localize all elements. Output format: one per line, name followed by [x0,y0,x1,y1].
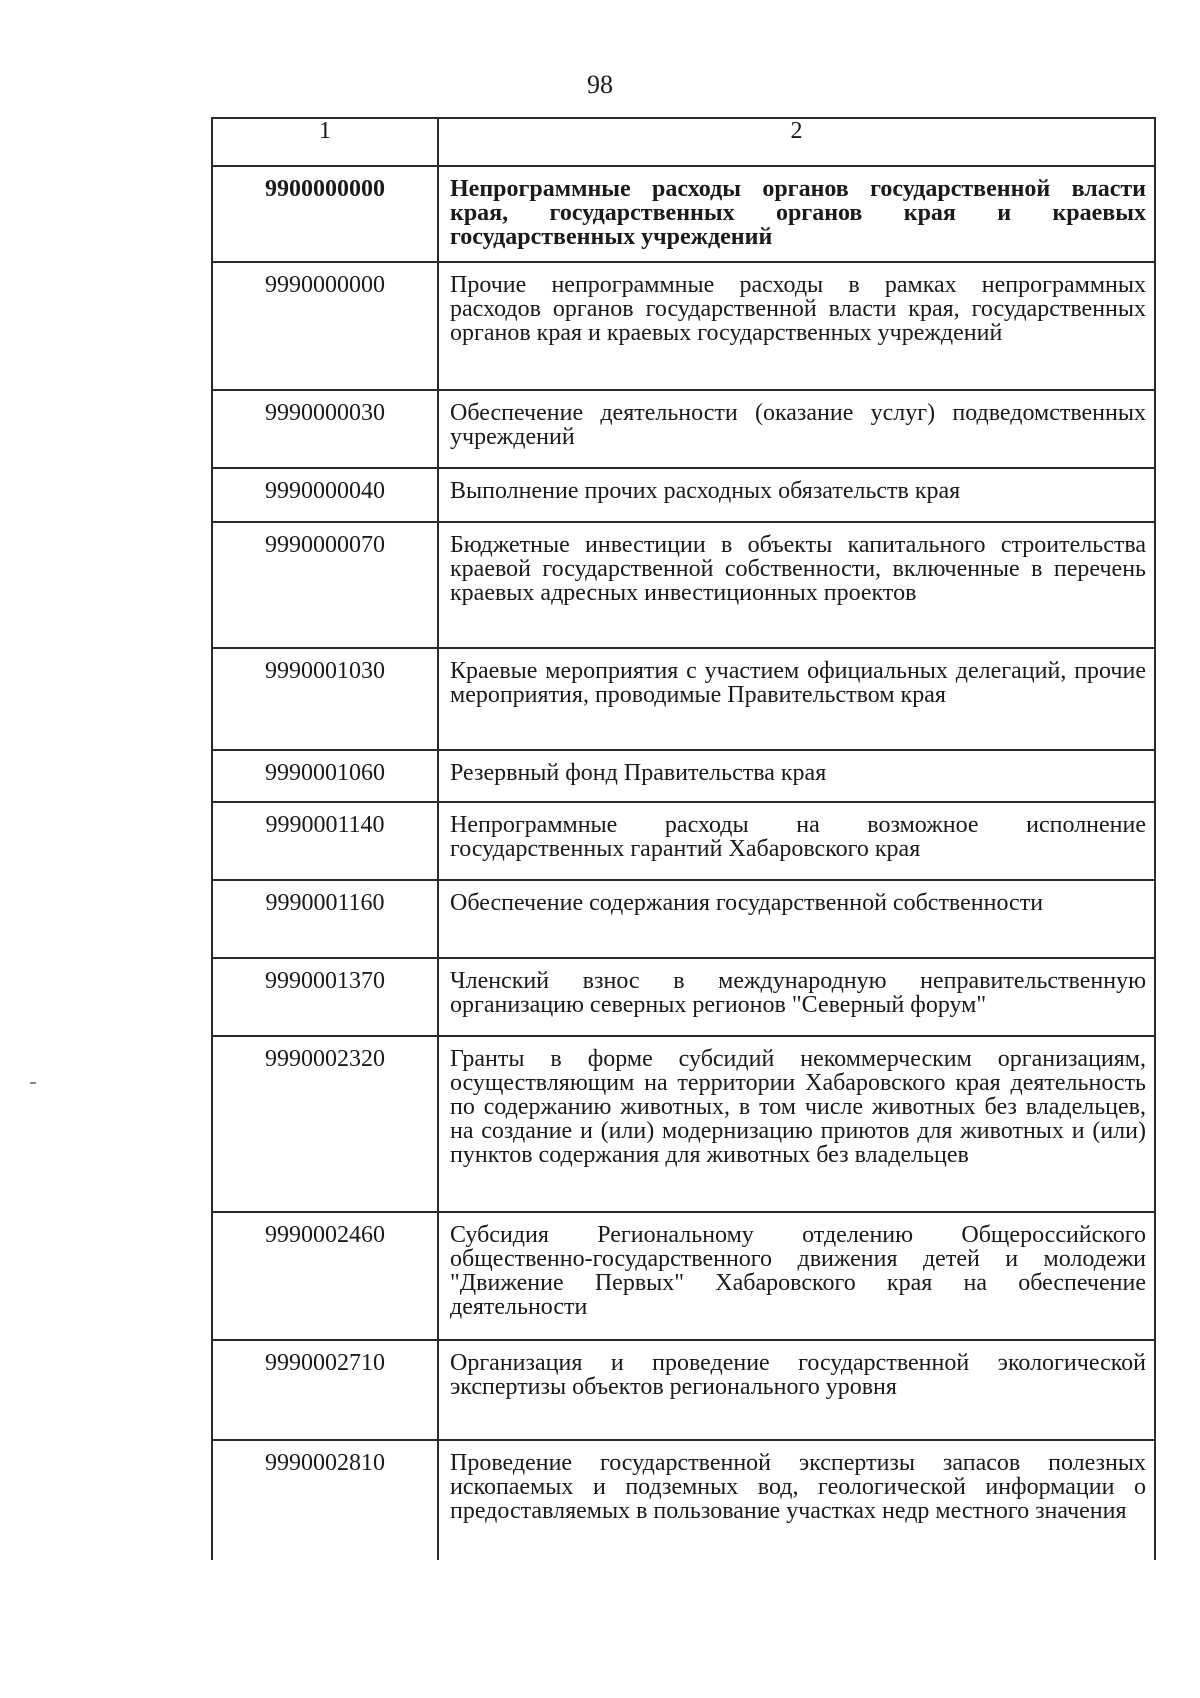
row-description: Резервный фонд Правительства края [450,760,827,786]
table-row [212,880,1155,958]
column-header-1-label: 1 [319,118,331,144]
table-row [212,468,1155,522]
row-description: Непрограммные расходы на возможное исполнение государственных гарантий Хабаровского края [450,812,1146,862]
code-cell [212,390,438,468]
row-description: Обеспечение деятельности (оказание услуг) подведомственных учреждений [450,400,1146,450]
table-row [212,1440,1155,1560]
row-code: 9990000070 [265,532,385,558]
description-cell [438,1036,1155,1212]
row-code: 9990001160 [265,890,385,916]
table-row [212,390,1155,468]
table-row [212,958,1155,1036]
row-description: Субсидия Региональному отделению Общероссийского общественно-государственного движения детей и молодежи "Движение Первых" Хабаровского края на обеспечение деятельности [450,1222,1146,1320]
row-code: 9990001370 [265,968,385,994]
row-description: Членский взнос в международную неправительственную организацию северных регионов "Северный форум" [450,968,1146,1018]
code-cell [212,262,438,390]
code-cell [212,802,438,880]
description-cell [438,1340,1155,1440]
code-cell [212,1036,438,1212]
table-row [212,1340,1155,1440]
table-row [212,802,1155,880]
description-cell [438,802,1155,880]
table-row [212,262,1155,390]
row-code: 9990001140 [265,812,385,838]
table-row [212,750,1155,802]
description-cell [438,750,1155,802]
column-header-2-label: 2 [790,118,803,144]
row-code: 9900000000 [265,176,385,202]
row-description: Обеспечение содержания государственной собственности [450,890,1044,916]
description-cell [438,1212,1155,1340]
row-description: Проведение государственной экспертизы запасов полезных ископаемых и подземных вод, геологической информации о предоставляемых в пользование участках недр местного значения [450,1450,1146,1524]
table-row [212,522,1155,648]
code-cell [212,1440,438,1560]
code-cell [212,648,438,750]
code-cell [212,880,438,958]
code-cell [212,958,438,1036]
column-header-2 [438,118,1155,166]
row-description: Гранты в форме субсидий некоммерческим организациям, осуществляющим на территории Хабаровского края деятельность по содержанию животных, в том числе животных без владельцев, на создание и (или) модернизацию приютов для животных и (или) пунктов содержания для животных без владельцев [450,1046,1146,1168]
budget-classification-table [211,117,1156,1560]
row-code: 9990002460 [265,1222,385,1248]
row-code: 9990001030 [265,658,385,684]
description-cell [438,468,1155,522]
page-number: 98 [587,70,613,99]
description-cell [438,880,1155,958]
row-code: 9990000000 [265,272,385,298]
row-description: Непрограммные расходы органов государственной власти края, государственных органов края и краевых государственных учреждений [450,176,1146,250]
description-cell [438,262,1155,390]
code-cell [212,750,438,802]
row-description: Организация и проведение государственной экологической экспертизы объектов регионального уровня [450,1350,1146,1400]
row-code: 9990002710 [265,1350,385,1376]
row-code: 9990000030 [265,400,385,426]
table-row [212,1212,1155,1340]
scan-artifact [30,1082,36,1084]
table-header-row [212,118,1155,166]
row-description: Выполнение прочих расходных обязательств края [450,478,961,504]
row-description: Прочие непрограммные расходы в рамках непрограммных расходов органов государственной власти края, государственных органов края и краевых государственных учреждений [450,272,1146,346]
row-description: Краевые мероприятия с участием официальных делегаций, прочие мероприятия, проводимые Правительством края [450,658,1146,708]
row-description: Бюджетные инвестиции в объекты капитального строительства краевой государственной собственности, включенные в перечень краевых адресных инвестиционных проектов [450,532,1146,606]
row-code: 9990002320 [265,1046,385,1072]
description-cell [438,522,1155,648]
description-cell [438,1440,1155,1560]
description-cell [438,390,1155,468]
row-code: 9990001060 [265,760,385,786]
code-cell [212,1212,438,1340]
table-row [212,648,1155,750]
code-cell [212,522,438,648]
row-code: 9990002810 [265,1450,385,1476]
description-cell [438,648,1155,750]
description-cell [438,166,1155,262]
column-header-1 [212,118,438,166]
description-cell [438,958,1155,1036]
row-code: 9990000040 [265,478,385,504]
table-row [212,166,1155,262]
code-cell [212,1340,438,1440]
code-cell [212,166,438,262]
table-row [212,1036,1155,1212]
code-cell [212,468,438,522]
